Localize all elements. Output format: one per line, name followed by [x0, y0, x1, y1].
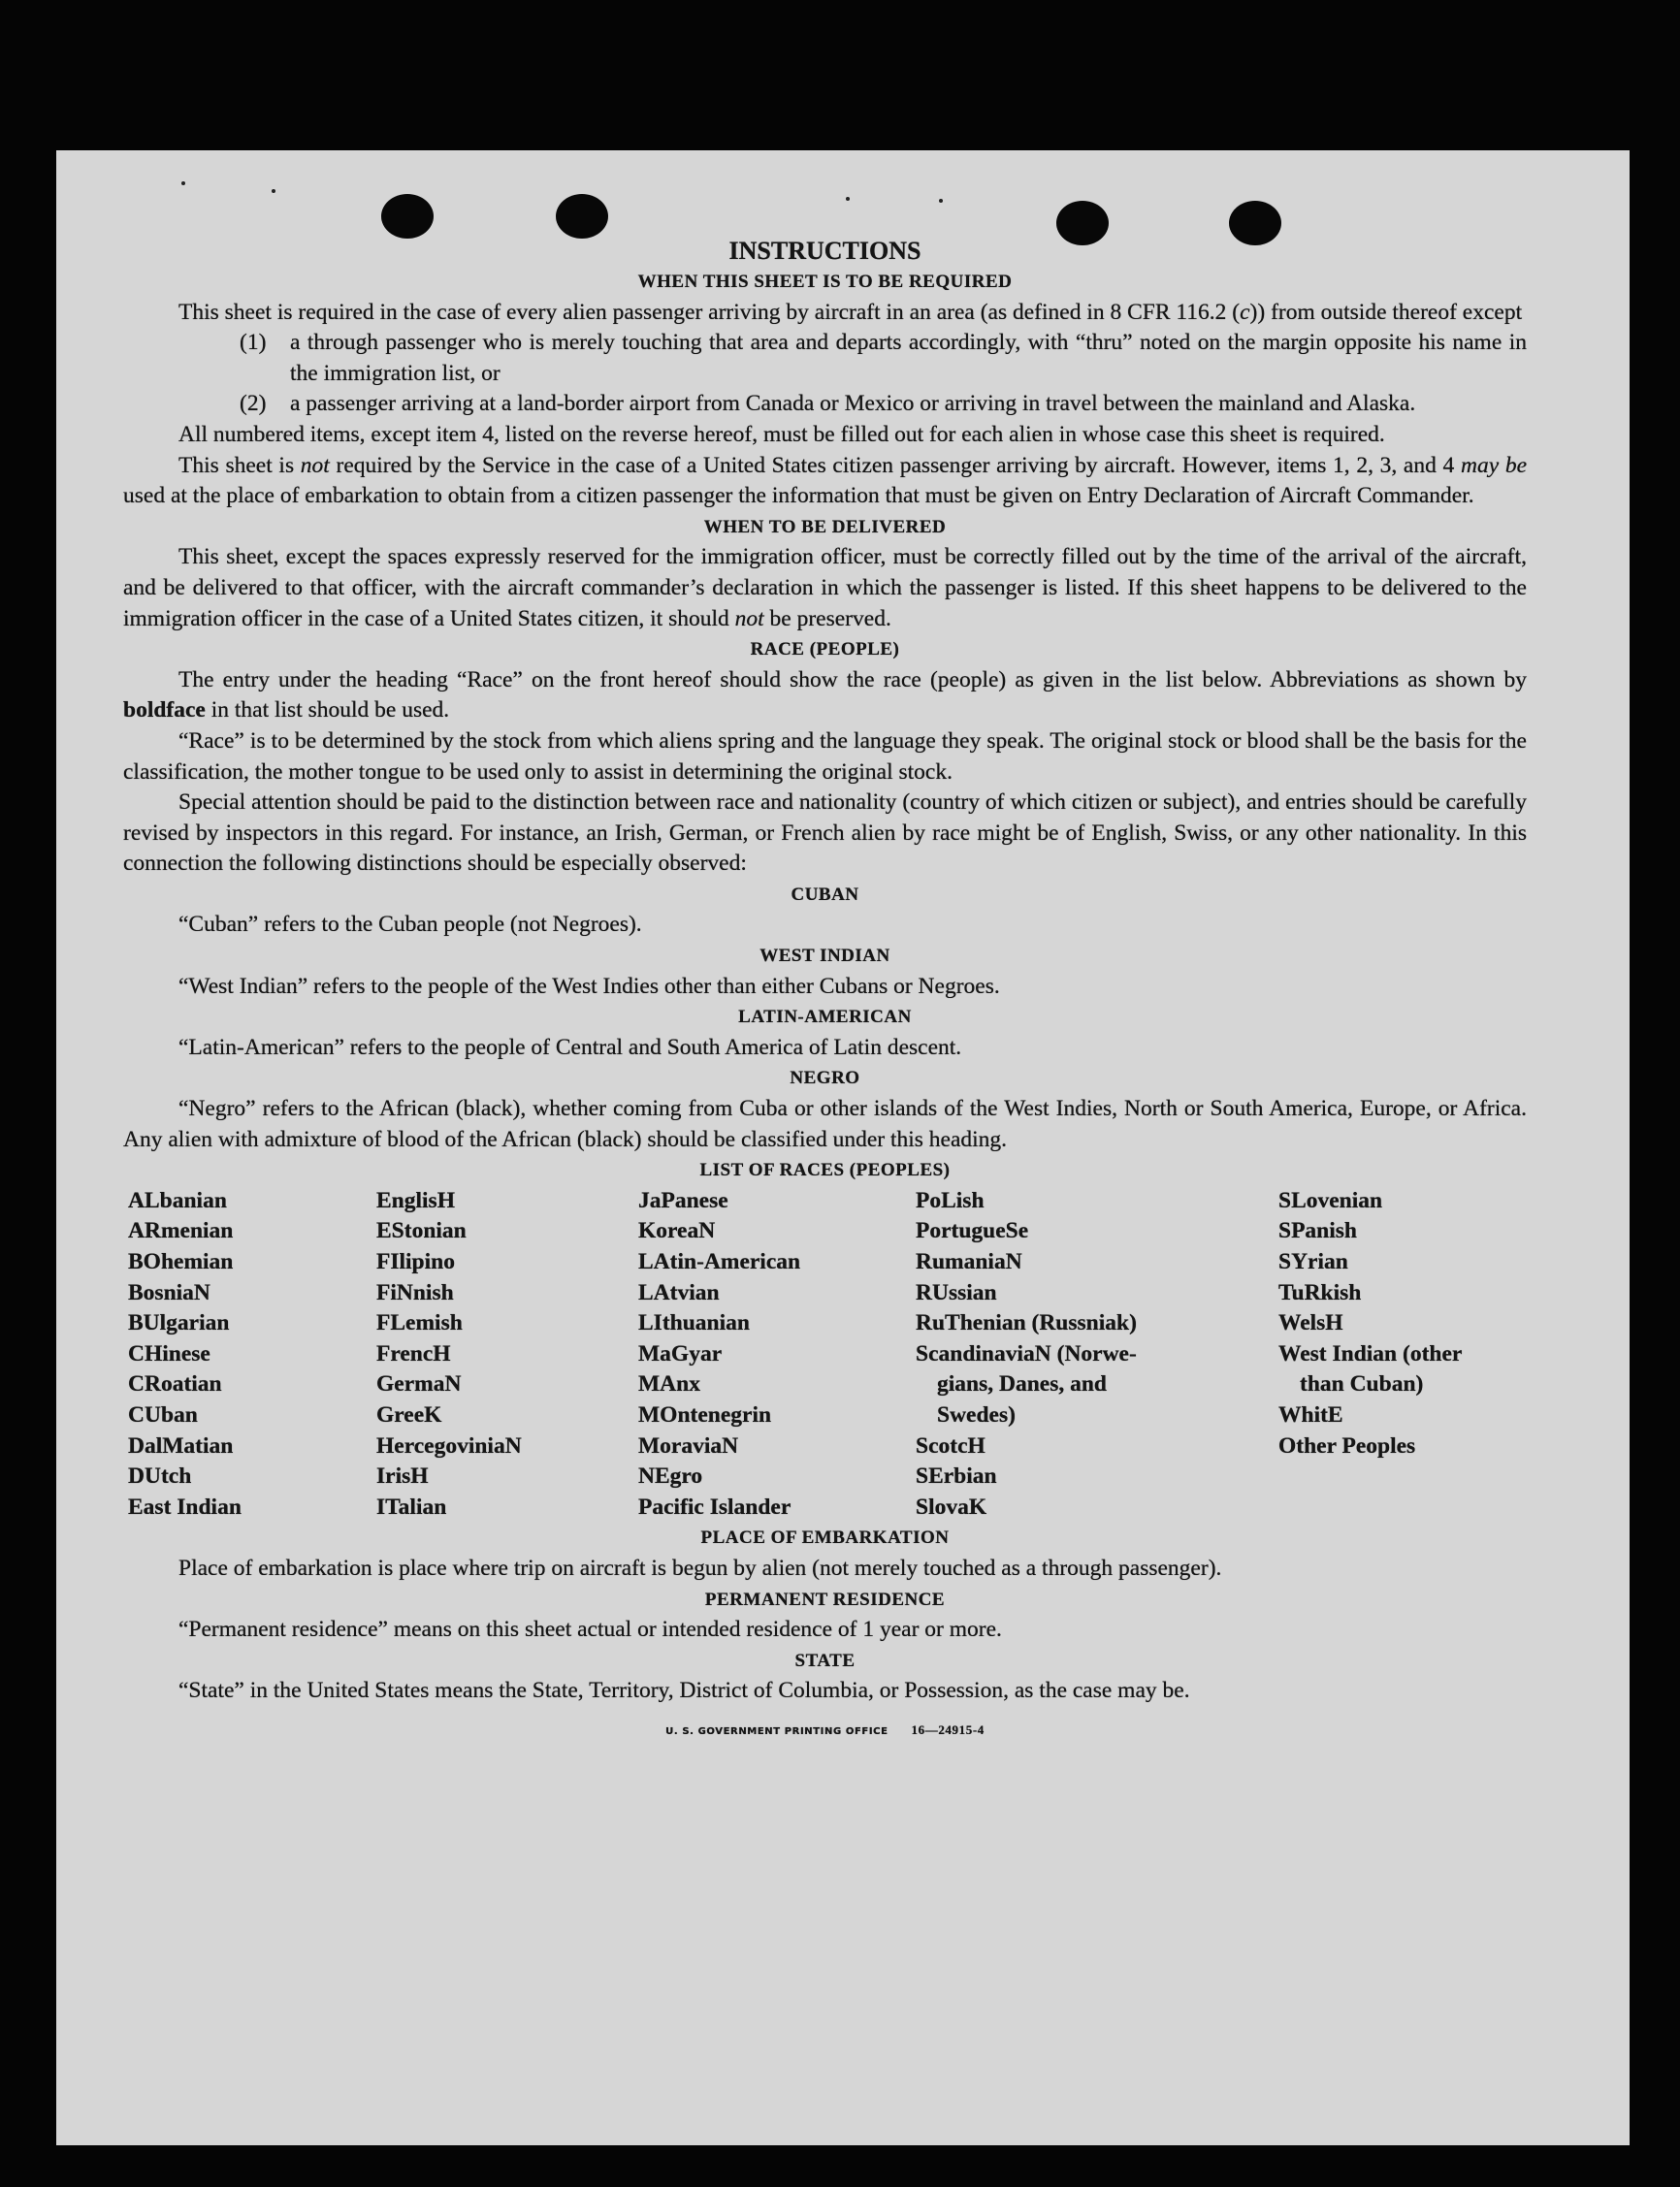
definition: “Negro” refers to the African (black), whether coming from Cuba or other islands of the West Indies, North or South America, Europe, or Africa. Any alien with admixture of blood of the African (black) should be classified under this heading. [123, 1096, 1527, 1152]
race-item: WhitE [1278, 1401, 1343, 1428]
section-heading: STATE [794, 1650, 856, 1671]
paragraph: All numbered items, except item 4, listed on the reverse hereof, must be filled out for each alien in whose case this sheet is required. [178, 421, 1385, 447]
race-item: CUban [128, 1401, 198, 1428]
section-heading: CUBAN [791, 884, 859, 905]
race-item: GreeK [376, 1401, 442, 1428]
section-heading: WEST INDIAN [759, 946, 890, 967]
section-heading: WHEN THIS SHEET IS TO BE REQUIRED [637, 272, 1013, 292]
race-item: HercegoviniaN [376, 1432, 522, 1459]
race-item: BUlgarian [128, 1310, 230, 1336]
race-list [128, 1186, 1527, 1524]
race-item: gians, Danes, and [937, 1371, 1107, 1398]
text: )) from outside thereof except [1249, 299, 1523, 325]
instructions-text [123, 236, 1527, 1748]
race-item: TuRkish [1278, 1279, 1362, 1305]
race-item: RumaniaN [916, 1249, 1022, 1274]
speck [939, 199, 943, 203]
race-column [1278, 1186, 1532, 1524]
race-item: MAnx [638, 1371, 700, 1398]
race-item: MOntenegrin [638, 1401, 772, 1428]
race-item: SlovaK [916, 1494, 987, 1520]
text: not [300, 452, 330, 478]
race-item: GermaN [376, 1371, 462, 1398]
race-item: NEgro [638, 1463, 703, 1490]
text: may be [1460, 452, 1527, 478]
race-item: DUtch [128, 1463, 192, 1490]
race-item: LAtvian [638, 1279, 720, 1305]
race-column [638, 1186, 916, 1524]
race-item: Other Peoples [1278, 1432, 1416, 1459]
section-heading: WHEN TO BE DELIVERED [703, 516, 947, 537]
race-item: DalMatian [128, 1432, 234, 1459]
section-heading: PERMANENT RESIDENCE [704, 1589, 946, 1610]
section-heading: PLACE OF EMBARKATION [700, 1528, 950, 1549]
paragraph [123, 665, 1527, 726]
race-item: SPanish [1278, 1218, 1357, 1244]
race-item: WelsH [1278, 1310, 1343, 1336]
punch-hole [381, 194, 434, 239]
race-item: ITalian [376, 1494, 447, 1520]
page-title: INSTRUCTIONS [728, 237, 921, 265]
form-code: 16—24915-4 [911, 1721, 985, 1737]
speck [846, 197, 850, 201]
race-item: EnglisH [376, 1187, 455, 1213]
text: not [734, 605, 764, 631]
race-column [376, 1186, 638, 1524]
speck [181, 181, 185, 185]
paragraph [123, 542, 1527, 634]
text: This sheet, except the spaces expressly reserved for the immigration officer, must be correctly filled out by the time of the arrival of the aircraft, and be delivered to that officer, with the aircraft commander’s declaration in which the passenger is listed. If this sheet happens to be delivered to the immigration officer in the case of a United States citizen, it should [123, 544, 1527, 631]
text: The entry under the heading “Race” on the front hereof should show the race (people) as given in the list below. Abbreviations as shown by [178, 666, 1527, 692]
race-item: Pacific Islander [638, 1494, 792, 1520]
text: This sheet is [178, 452, 301, 478]
section-heading: RACE (PEOPLE) [750, 639, 900, 660]
race-item: ALbanian [128, 1187, 227, 1213]
race-item: BosniaN [128, 1279, 210, 1305]
race-item: ScandinaviaN (Norwe- [916, 1340, 1137, 1367]
item-text: a through passenger who is merely touching that area and departs accordingly, with “thru” noted on the margin opposite his name in the immigration list, or [290, 330, 1527, 386]
race-item: MoraviaN [638, 1432, 739, 1459]
race-item: FrencH [376, 1340, 451, 1367]
section-heading: NEGRO [790, 1068, 860, 1089]
race-item: FLemish [376, 1310, 463, 1336]
race-item: CRoatian [128, 1371, 222, 1398]
race-item: ScotcH [916, 1432, 985, 1459]
race-item: PoLish [916, 1187, 985, 1213]
numbered-item [123, 389, 1527, 420]
paragraph [123, 451, 1527, 512]
race-item: East Indian [128, 1494, 242, 1520]
definition: “Latin-American” refers to the people of Central and South America of Latin descent. [178, 1034, 962, 1060]
speck [272, 189, 275, 193]
text: in that list should be used. [205, 697, 450, 724]
race-item: West Indian (other [1278, 1340, 1463, 1367]
race-item: SYrian [1278, 1249, 1348, 1274]
race-item: CHinese [128, 1340, 210, 1367]
text: c [1240, 299, 1250, 325]
race-item: RUssian [916, 1279, 997, 1305]
race-item: Swedes) [937, 1401, 1016, 1428]
race-item: FIlipino [376, 1249, 455, 1274]
race-item: FiNnish [376, 1279, 454, 1305]
race-item: ARmenian [128, 1218, 234, 1244]
race-item: LIthuanian [638, 1310, 750, 1336]
paragraph: Place of embarkation is place where trip on aircraft is begun by alien (not merely touched as a through passenger). [178, 1555, 1222, 1581]
definition: “Cuban” refers to the Cuban people (not Negroes). [178, 912, 642, 938]
document-page [56, 150, 1630, 2145]
race-column [916, 1186, 1278, 1524]
paragraph [123, 298, 1527, 329]
race-item: IrisH [376, 1463, 429, 1490]
race-column [128, 1186, 376, 1524]
race-item: LAtin-American [638, 1249, 801, 1274]
paragraph: Special attention should be paid to the distinction between race and nationality (country of which citizen or subject), and entries should be carefully revised by inspectors in this regard. For instance, an Irish, German, or French alien by race might be of English, Swiss, or any other nationality. In this connection the following distinctions should be especially observed: [123, 789, 1527, 877]
race-item: KoreaN [638, 1218, 716, 1244]
text: used at the place of embarkation to obtain from a citizen passenger the information that must be given on Entry Declaration of Aircraft Commander. [123, 483, 1474, 509]
race-item: SErbian [916, 1463, 997, 1490]
paragraph: “Race” is to be determined by the stock from which aliens spring and the language they speak. The original stock or blood shall be the basis for the classification, the mother tongue to be used only to assist in determining the original stock. [123, 727, 1527, 785]
text: required by the Service in the case of a United States citizen passenger arriving by aircraft. However, items 1, 2, 3, and 4 [329, 452, 1461, 478]
race-item: SLovenian [1278, 1187, 1383, 1213]
item-number: (2) [240, 391, 267, 417]
printer-imprint [123, 1715, 1527, 1748]
section-heading: LATIN-AMERICAN [738, 1007, 912, 1028]
section-heading: LIST OF RACES (PEOPLES) [699, 1160, 951, 1181]
race-item: JaPanese [638, 1187, 728, 1213]
numbered-item [123, 328, 1527, 389]
race-item: PortugueSe [916, 1218, 1029, 1244]
race-item: MaGyar [638, 1340, 723, 1367]
item-number: (1) [240, 330, 267, 356]
item-text: a passenger arriving at a land-border airport from Canada or Mexico or arriving in travel between the mainland and Alaska. [290, 391, 1416, 417]
race-item: BOhemian [128, 1249, 234, 1274]
text: boldface [123, 697, 206, 724]
race-item: RuThenian (Russniak) [916, 1310, 1137, 1336]
text: be preserved. [763, 605, 891, 631]
paragraph: “State” in the United States means the State, Territory, District of Columbia, or Possession, as the case may be. [178, 1678, 1190, 1704]
race-item: EStonian [376, 1218, 467, 1244]
text: This sheet is required in the case of every alien passenger arriving by aircraft in an area (as defined in 8 CFR 116.2 ( [178, 299, 1241, 325]
paragraph: “Permanent residence” means on this sheet actual or intended residence of 1 year or more. [178, 1617, 1002, 1643]
race-item: than Cuban) [1300, 1371, 1424, 1398]
punch-hole [556, 194, 608, 239]
definition: “West Indian” refers to the people of the West Indies other than either Cubans or Negroes. [178, 973, 1000, 999]
printer-name: U. S. GOVERNMENT PRINTING OFFICE [665, 1725, 888, 1737]
